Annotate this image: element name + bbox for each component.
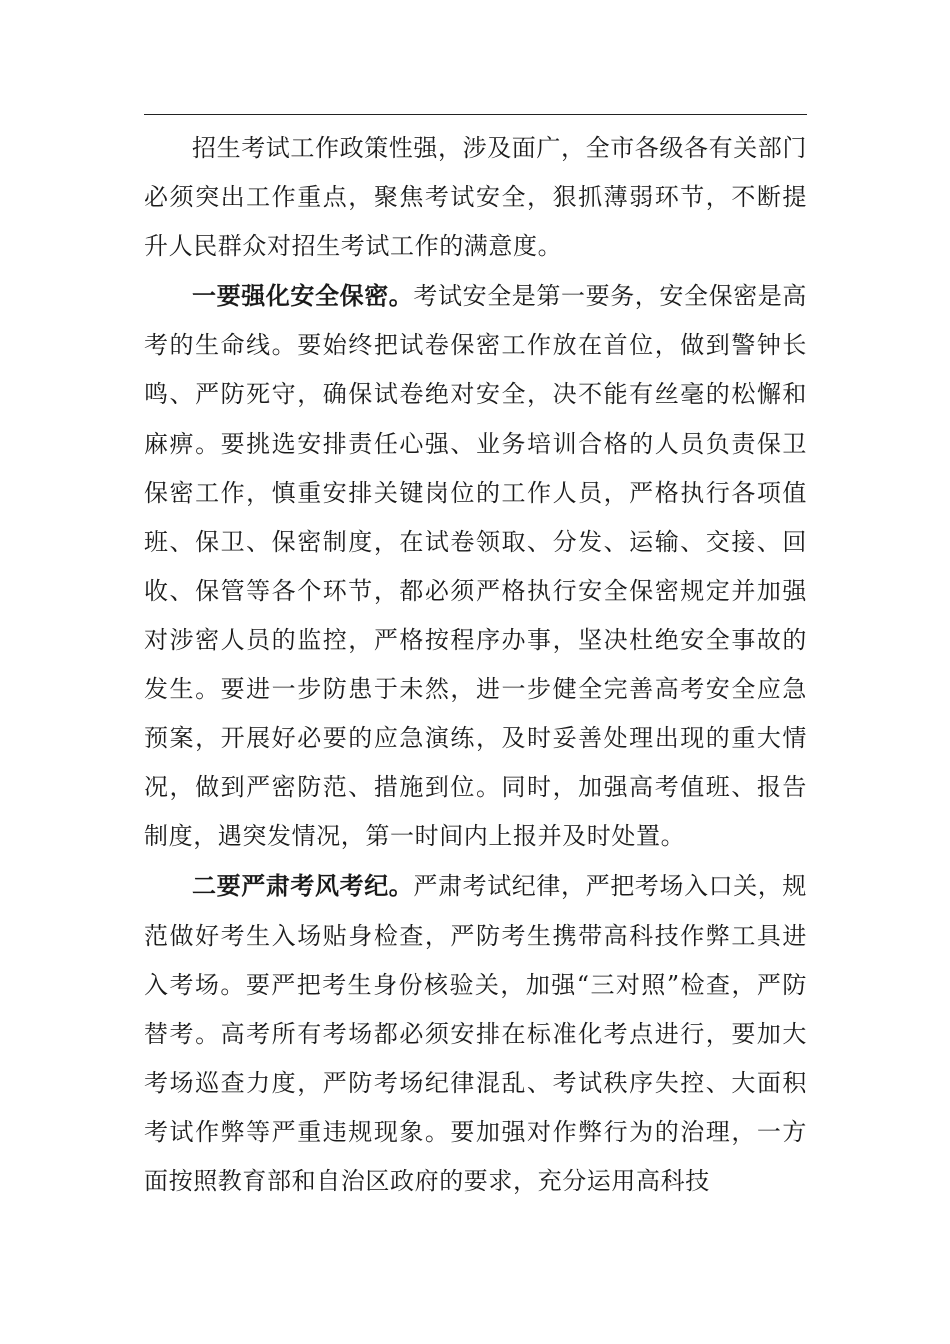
paragraph-intro bbox=[144, 123, 807, 271]
paragraph-security bbox=[144, 271, 807, 861]
paragraph-text: 考试安全是第一要务，安全保密是高考的生命线。要始终把试卷保密工作放在首位，做到警钟长鸣、严防死守，确保试卷绝对安全，决不能有丝毫的松懈和麻痹。要挑选安排责任心强、业务培训合格的人员负责保卫保密工作，慎重安排关键岗位的工作人员，严格执行各项值班、保卫、保密制度，在试卷领取、分发、运输、交接、回收、保管等各个环节，都必须严格执行安全保密规定并加强对涉密人员的监控，严格按程序办事，坚决杜绝安全事故的发生。要进一步防患于未然，进一步健全完善高考安全应急预案，开展好必要的应急演练，及时妥善处理出现的重大情况，做到严密防范、措施到位。同时，加强高考值班、报告制度，遇突发情况，第一时间内上报并及时处置。 bbox=[144, 282, 808, 851]
document-body bbox=[144, 123, 807, 1206]
paragraph-discipline bbox=[144, 861, 807, 1206]
paragraph-text: 招生考试工作政策性强，涉及面广，全市各级各有关部门必须突出工作重点，聚焦考试安全，狠抓薄弱环节，不断提升人民群众对招生考试工作的满意度。 bbox=[144, 134, 807, 261]
header-rule bbox=[144, 114, 807, 115]
paragraph-lead: 二要严肃考风考纪。 bbox=[192, 871, 414, 901]
paragraph-text: 严肃考试纪律，严把考场入口关，规范做好考生入场贴身检查，严防考生携带高科技作弊工具进入考场。要严把考生身份核验关，加强“三对照”检查，严防替考。高考所有考场都必须安排在标准化考点进行，要加大考场巡查力度，严防考场纪律混乱、考试秩序失控、大面积考试作弊等严重违规现象。要加强对作弊行为的治理，一方面按照教育部和自治区政府的要求，充分运用高科技 bbox=[144, 872, 808, 1195]
paragraph-lead: 一要强化安全保密。 bbox=[192, 281, 414, 311]
